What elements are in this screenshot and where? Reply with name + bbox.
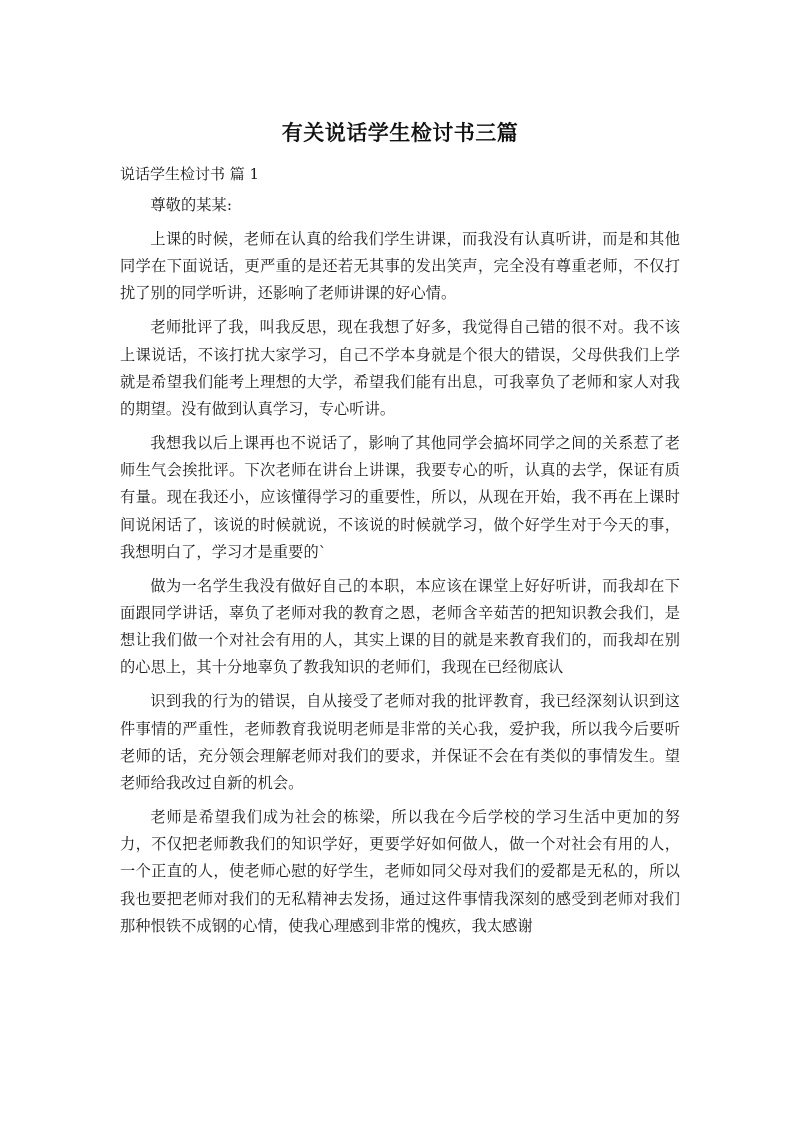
salutation: 尊敬的某某:	[150, 196, 233, 214]
body-paragraph: 老师批评了我，叫我反思，现在我想了好多，我觉得自己错的很不对。我不该上课说话，不该打扰大家学习，自己不学本身就是个很大的错误，父母供我们上学就是希望我们能考上理想的大学，希望我们能有出息，可我辜负了老师和家人对我的期望。没有做到认真学习，专心听讲。	[120, 318, 680, 419]
body-paragraph: 上课的时候，老师在认真的给我们学生讲课，而我没有认真听讲，而是和其他同学在下面说话，更严重的是还若无其事的发出笑声，完全没有尊重老师，不仅打扰了别的同学听讲，还影响了老师讲课的好心情。	[120, 230, 680, 303]
body-paragraph: 我想我以后上课再也不说话了，影响了其他同学会搞坏同学之间的关系惹了老师生气会挨批评。下次老师在讲台上讲课，我要专心的听，认真的去学，保证有质有量。现在我还小，应该懂得学习的重要性，所以，从现在开始，我不再在上课时间说闲话了，该说的时候就说，不该说的时候就学习，做个好学生对于今天的事，我想明白了，学习才是重要的`	[120, 434, 680, 561]
body-paragraph: 老师是希望我们成为社会的栋梁，所以我在今后学校的学习生活中更加的努力，不仅把老师教我们的知识学好，更要学好如何做人，做一个对社会有用的人，一个正直的人，使老师心慰的好学生，老师如同父母对我们的爱都是无私的，所以我也要把老师对我们的无私精神去发扬，通过这件事情我深刻的感受到老师对我们那种恨铁不成钢的心情，使我心理感到非常的愧疚，我太感谢	[120, 808, 680, 935]
section-heading: 说话学生检讨书 篇 1	[120, 165, 260, 183]
document-body	[120, 192, 680, 940]
body-paragraph: 识到我的行为的错误，自从接受了老师对我的批评教育，我已经深刻认识到这件事情的严重性，老师教育我说明老师是非常的关心我，爱护我，所以我今后要听老师的话，充分领会理解老师对我们的要求，并保证不会在有类似的事情发生。望老师给我改过自新的机会。	[120, 692, 680, 793]
body-paragraph: 做为一名学生我没有做好自己的本职，本应该在课堂上好好听讲，而我却在下面跟同学讲话，辜负了老师对我的教育之恩，老师含辛茹苦的把知识教会我们，是想让我们做一个对社会有用的人，其实上课的目的就是来教育我们的，而我却在别的心思上，其十分地辜负了教我知识的老师们，我现在已经彻底认	[120, 576, 680, 677]
document-title: 有关说话学生检讨书三篇	[281, 121, 519, 145]
